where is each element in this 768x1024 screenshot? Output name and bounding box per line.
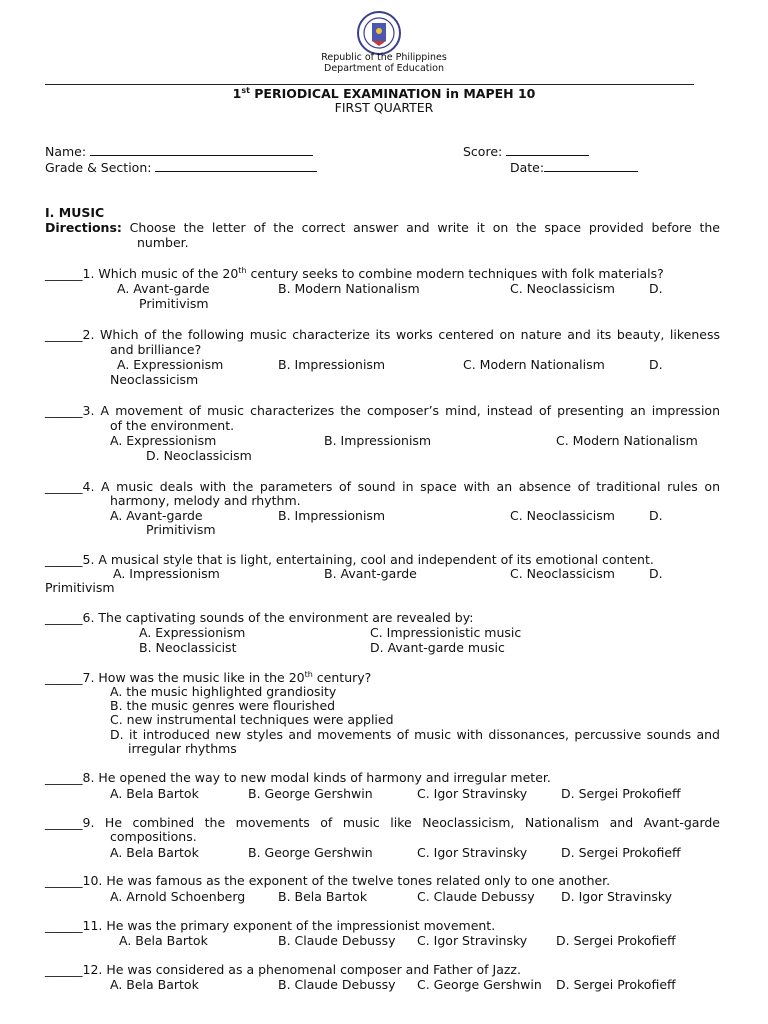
q5-option-d: D. xyxy=(649,566,663,581)
answer-blank[interactable]: ______ xyxy=(45,266,83,281)
q11-option-c: C. Igor Stravinsky xyxy=(417,933,528,948)
question-3-cont: of the environment. xyxy=(110,418,235,433)
question-1: ______1. Which music of the 20th century seeks to combine modern techniques with folk materials? xyxy=(45,265,664,281)
q3-option-d: D. Neoclassicism xyxy=(146,448,252,463)
q2-option-c: C. Modern Nationalism xyxy=(463,357,605,372)
q12-option-d: D. Sergei Prokofieff xyxy=(556,977,676,992)
q6-option-d: D. Avant-garde music xyxy=(370,640,505,655)
quarter-label: FIRST QUARTER xyxy=(334,100,434,115)
q4-option-c: C. Neoclassicism xyxy=(510,508,615,523)
q11-option-a: A. Bela Bartok xyxy=(119,933,208,948)
directions-line-1: Directions: Choose the letter of the correct answer and write it on the space provided before the xyxy=(45,220,720,235)
q12-option-a: A. Bela Bartok xyxy=(110,977,199,992)
q7-option-d-text: irregular rhythms xyxy=(128,741,237,756)
q9-option-b: B. George Gershwin xyxy=(248,845,373,860)
q8-option-c: C. Igor Stravinsky xyxy=(417,786,528,801)
q10-option-d: D. Igor Stravinsky xyxy=(561,889,673,904)
date-field[interactable]: Date: xyxy=(510,159,638,175)
department-line: Department of Education xyxy=(324,63,444,74)
grade-section-field[interactable]: Grade & Section: xyxy=(45,159,317,175)
q4-option-b: B. Impressionism xyxy=(278,508,386,523)
q5-option-a: A. Impressionism xyxy=(113,566,220,581)
q3-option-c: C. Modern Nationalism xyxy=(556,433,698,448)
answer-blank[interactable]: ______ xyxy=(45,327,83,342)
exam-title: 1st PERIODICAL EXAMINATION in MAPEH 10 xyxy=(232,85,536,101)
answer-blank[interactable]: ______ xyxy=(45,962,83,977)
question-4: ______4. A music deals with the parameters of sound in space with an absence of traditional rules on xyxy=(45,479,720,494)
answer-blank[interactable]: ______ xyxy=(45,873,83,888)
q9-option-a: A. Bela Bartok xyxy=(110,845,199,860)
question-9: ______9. He combined the movements of music like Neoclassicism, Nationalism and Avant-garde xyxy=(45,815,720,830)
q9-option-c: C. Igor Stravinsky xyxy=(417,845,528,860)
score-field[interactable]: Score: xyxy=(463,143,589,159)
q10-option-a: A. Arnold Schoenberg xyxy=(110,889,246,904)
name-field[interactable]: Name: xyxy=(45,143,313,159)
q6-option-c: C. Impressionistic music xyxy=(370,625,522,640)
q10-option-b: B. Bela Bartok xyxy=(278,889,368,904)
q9-option-d: D. Sergei Prokofieff xyxy=(561,845,681,860)
question-9-cont: compositions. xyxy=(110,829,197,844)
answer-blank[interactable]: ______ xyxy=(45,770,83,785)
q4-option-a: A. Avant-garde xyxy=(110,508,203,523)
q11-option-d: D. Sergei Prokofieff xyxy=(556,933,676,948)
answer-blank[interactable]: ______ xyxy=(45,552,83,567)
q2-option-d: D. xyxy=(649,357,663,372)
q7-option-c: C. new instrumental techniques were applied xyxy=(110,712,394,727)
directions-line-2: number. xyxy=(137,235,189,250)
answer-blank[interactable]: ______ xyxy=(45,670,83,685)
q3-option-a: A. Expressionism xyxy=(110,433,217,448)
q8-option-a: A. Bela Bartok xyxy=(110,786,199,801)
q7-option-d: D. it introduced new styles and movements of music with dissonances, percussive sounds and xyxy=(110,727,720,742)
q3-option-b: B. Impressionism xyxy=(324,433,432,448)
q5-option-d-text: Primitivism xyxy=(45,580,115,595)
answer-blank[interactable]: ______ xyxy=(45,815,83,830)
question-2-cont: and brilliance? xyxy=(110,342,202,357)
section-heading: I. MUSIC xyxy=(45,205,105,220)
q7-option-a: A. the music highlighted grandiosity xyxy=(110,684,337,699)
q2-option-b: B. Impressionism xyxy=(278,357,386,372)
q4-option-d: D. xyxy=(649,508,663,523)
answer-blank[interactable]: ______ xyxy=(45,479,83,494)
question-3: ______3. A movement of music characterizes the composer’s mind, instead of presenting an impression xyxy=(45,403,720,418)
q8-option-b: B. George Gershwin xyxy=(248,786,373,801)
q1-option-a: A. Avant-garde xyxy=(117,281,210,296)
q2-option-d-text: Neoclassicism xyxy=(110,372,199,387)
republic-line: Republic of the Philippines xyxy=(321,52,447,63)
question-8: ______8. He opened the way to new modal kinds of harmony and irregular meter. xyxy=(45,770,551,785)
q12-option-b: B. Claude Debussy xyxy=(278,977,396,992)
question-11: ______11. He was the primary exponent of the impressionist movement. xyxy=(45,918,496,933)
q1-option-d-text: Primitivism xyxy=(139,296,209,311)
question-10: ______10. He was famous as the exponent of the twelve tones related only to one another. xyxy=(45,873,611,888)
answer-blank[interactable]: ______ xyxy=(45,610,83,625)
question-12: ______12. He was considered as a phenomenal composer and Father of Jazz. xyxy=(45,962,521,977)
q1-option-d: D. xyxy=(649,281,663,296)
q6-option-a: A. Expressionism xyxy=(139,625,246,640)
q5-option-b: B. Avant-garde xyxy=(324,566,417,581)
q1-option-b: B. Modern Nationalism xyxy=(278,281,420,296)
question-4-cont: harmony, melody and rhythm. xyxy=(110,493,301,508)
q11-option-b: B. Claude Debussy xyxy=(278,933,396,948)
q4-option-d-text: Primitivism xyxy=(146,522,216,537)
header-rule xyxy=(45,84,694,85)
q10-option-c: C. Claude Debussy xyxy=(417,889,535,904)
q5-option-c: C. Neoclassicism xyxy=(510,566,615,581)
question-5: ______5. A musical style that is light, entertaining, cool and independent of its emotional content. xyxy=(45,552,654,567)
q6-option-b: B. Neoclassicist xyxy=(139,640,237,655)
deped-seal-logo xyxy=(357,11,401,55)
answer-blank[interactable]: ______ xyxy=(45,918,83,933)
q7-option-b: B. the music genres were flourished xyxy=(110,698,336,713)
question-7: ______7. How was the music like in the 20th century? xyxy=(45,669,372,685)
question-6: ______6. The captivating sounds of the environment are revealed by: xyxy=(45,610,474,625)
question-2: ______2. Which of the following music characterize its works centered on nature and its beauty, likeness xyxy=(45,327,720,342)
q8-option-d: D. Sergei Prokofieff xyxy=(561,786,681,801)
q12-option-c: C. George Gershwin xyxy=(417,977,542,992)
answer-blank[interactable]: ______ xyxy=(45,403,83,418)
q1-option-c: C. Neoclassicism xyxy=(510,281,615,296)
q2-option-a: A. Expressionism xyxy=(117,357,224,372)
